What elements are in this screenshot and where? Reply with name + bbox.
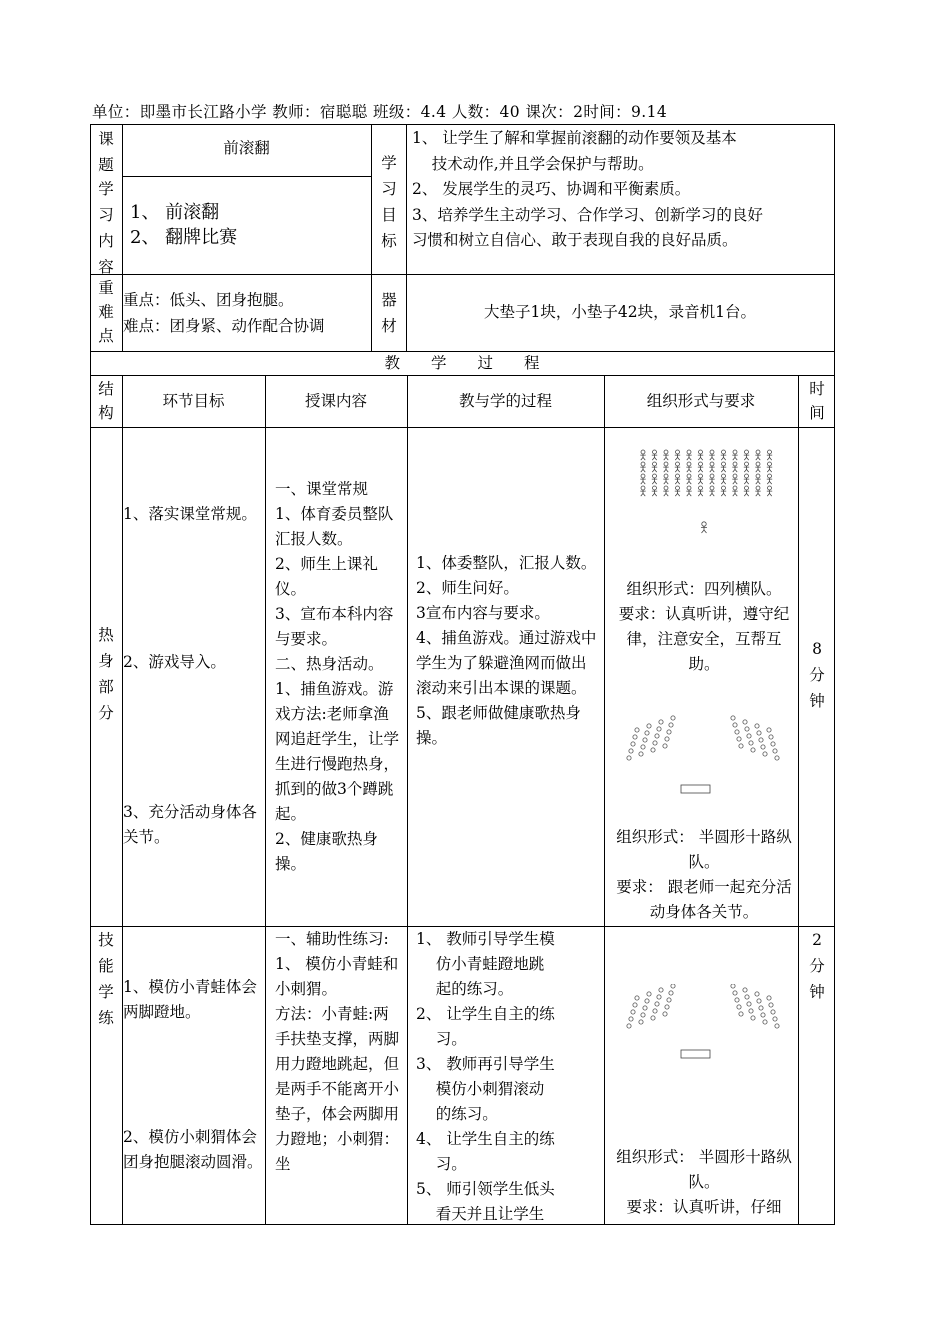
- student-dot: [653, 1009, 657, 1013]
- student-figure: [721, 454, 726, 460]
- col-header-goal: 环节目标: [162, 392, 225, 410]
- student-figure: [732, 490, 737, 496]
- student-figure: [676, 486, 680, 490]
- student-figure: [767, 478, 772, 484]
- student-dot: [755, 992, 759, 996]
- student-dot: [733, 723, 737, 727]
- student-figure: [686, 478, 691, 484]
- student-figure: [756, 462, 760, 466]
- student-dot: [645, 999, 649, 1003]
- student-dot: [671, 716, 675, 720]
- topic-label: 课题: [98, 130, 114, 174]
- student-dot: [767, 728, 771, 732]
- student-figure: [640, 466, 645, 472]
- learning-goals: 1、 让学生了解和掌握前滚翻的动作要领及基本 技术动作,并且学会保护与帮助。 2、 发展学生的灵巧、协调和平衡素质。 3、培养学生主动学习、合作学习、创新学习的良好 习惯和树立自信心、敢于表现自我的良好品质。: [412, 129, 763, 249]
- student-dot: [647, 724, 651, 728]
- student-dot: [631, 742, 635, 746]
- student-figure: [640, 490, 645, 496]
- student-dot: [669, 723, 673, 727]
- table-border: [407, 375, 408, 1224]
- keypoints: 重点：低头、团身抱腿。 难点：团身紧、动作配合协调: [123, 291, 325, 335]
- student-dot: [629, 749, 633, 753]
- student-dot: [761, 745, 765, 749]
- student-figure: [733, 450, 737, 454]
- section-org: 组织形式：四列横队。 要求：认真听讲，遵守纪律，注意安全，互帮互助。: [618, 580, 790, 673]
- student-figure: [686, 490, 691, 496]
- student-figure: [676, 450, 680, 454]
- student-figure: [744, 454, 749, 460]
- student-figure: [653, 474, 657, 478]
- col-header-process: 教与学的过程: [458, 392, 552, 410]
- student-dot: [663, 1012, 667, 1016]
- equipment-label: 器材: [381, 291, 397, 335]
- student-dot: [671, 984, 675, 988]
- student-figure: [745, 450, 749, 454]
- student-dot: [775, 756, 779, 760]
- student-dot: [745, 995, 749, 999]
- content-item-1: 1、 前滚翻: [130, 202, 220, 223]
- student-dot: [669, 991, 673, 995]
- student-figure: [699, 474, 703, 478]
- student-dot: [633, 735, 637, 739]
- section-content: 一、辅助性练习: 1、 模仿小青蛙和小刺猬。 方法：小青蛙:两手扶垫支撑，两脚用力蹬地跳起，但是两手不能离开小垫子，体会两脚用力蹬地；小刺猬：坐: [275, 930, 400, 1173]
- student-figure: [652, 454, 657, 460]
- mat-rect: [681, 1050, 710, 1058]
- student-figure: [652, 466, 657, 472]
- student-figure: [641, 486, 645, 490]
- student-figure: [755, 478, 760, 484]
- student-dot: [763, 752, 767, 756]
- student-figure: [733, 474, 737, 478]
- student-dot: [653, 741, 657, 745]
- student-dot: [743, 988, 747, 992]
- student-dot: [633, 1003, 637, 1007]
- process-title: 教 学 过 程: [384, 354, 540, 372]
- student-figure: [698, 490, 703, 496]
- student-figure: [698, 478, 703, 484]
- student-figure: [756, 450, 760, 454]
- student-figure: [664, 462, 668, 466]
- section-org: 组织形式： 半圆形十路纵队。 要求：认真听讲，仔细: [616, 1148, 792, 1216]
- student-dot: [631, 1010, 635, 1014]
- student-figure: [767, 466, 772, 472]
- student-dot: [739, 744, 743, 748]
- section-structure: 热身部分: [98, 626, 114, 722]
- student-dot: [655, 1002, 659, 1006]
- student-figure: [709, 466, 714, 472]
- table-border: [406, 124, 407, 351]
- table-border: [371, 124, 372, 351]
- student-dot: [651, 1016, 655, 1020]
- student-figure: [710, 474, 714, 478]
- student-figure: [676, 462, 680, 466]
- student-figure: [755, 466, 760, 472]
- student-dot: [667, 998, 671, 1002]
- student-figure: [744, 490, 749, 496]
- student-dot: [629, 1017, 633, 1021]
- student-dot: [747, 1002, 751, 1006]
- student-figure: [768, 450, 772, 454]
- student-figure: [768, 462, 772, 466]
- student-figure: [732, 466, 737, 472]
- student-figure: [663, 454, 668, 460]
- student-dot: [639, 752, 643, 756]
- student-figure: [664, 450, 668, 454]
- student-figure: [721, 466, 726, 472]
- student-figure: [732, 478, 737, 484]
- student-figure: [641, 450, 645, 454]
- section-time: 2分钟: [809, 931, 825, 1001]
- student-figure: [709, 454, 714, 460]
- table-border: [90, 427, 835, 428]
- student-figure: [722, 474, 726, 478]
- student-figure: [675, 478, 680, 484]
- student-figure: [702, 522, 706, 526]
- col-header-content: 授课内容: [304, 392, 367, 410]
- student-figure: [640, 454, 645, 460]
- student-dot: [747, 734, 751, 738]
- student-figure: [755, 490, 760, 496]
- student-dot: [763, 1020, 767, 1024]
- header-info: 单位：即墨市长江路小学 教师：宿聪聪 班级：4.4 人数：40 课次：2时间：9.14: [92, 103, 668, 121]
- student-dot: [739, 1012, 743, 1016]
- student-figure: [767, 490, 772, 496]
- student-dot: [635, 996, 639, 1000]
- table-border: [604, 375, 605, 1224]
- section-process: 1、 教师引导学生模 仿小青蛙蹬地跳 起的练习。 2、 让学生自主的练 习。 3、 教师再引导学生 模仿小刺猬滚动 的练习。 4、 让学生自主的练 习。 5、 师引领学生低头 看天并且让学生: [416, 930, 555, 1223]
- student-dot: [667, 730, 671, 734]
- student-dot: [643, 738, 647, 742]
- student-figure: [664, 474, 668, 478]
- student-dot: [735, 730, 739, 734]
- student-dot: [755, 724, 759, 728]
- student-dot: [655, 734, 659, 738]
- student-dot: [659, 720, 663, 724]
- student-dot: [771, 1010, 775, 1014]
- student-figure: [699, 462, 703, 466]
- student-dot: [659, 988, 663, 992]
- section-goal: 1、落实课堂常规。: [123, 505, 257, 523]
- student-dot: [749, 1009, 753, 1013]
- student-dot: [737, 737, 741, 741]
- student-dot: [759, 738, 763, 742]
- student-figure: [687, 486, 691, 490]
- student-dot: [745, 727, 749, 731]
- section-org: 组织形式： 半圆形十路纵队。 要求： 跟老师一起充分活动身体各关节。: [616, 828, 792, 921]
- student-figure: [744, 466, 749, 472]
- student-dot: [665, 1005, 669, 1009]
- student-dot: [775, 1024, 779, 1028]
- student-dot: [665, 737, 669, 741]
- student-dot: [643, 1006, 647, 1010]
- section-goal: 2、游戏导入。: [123, 653, 226, 671]
- student-figure: [663, 490, 668, 496]
- student-dot: [641, 1013, 645, 1017]
- student-figure: [653, 462, 657, 466]
- student-figure: [698, 454, 703, 460]
- student-figure: [675, 490, 680, 496]
- semicircle-formation-diagram: [613, 984, 793, 1074]
- col-header-structure: 结构: [98, 380, 114, 422]
- student-figure: [710, 462, 714, 466]
- student-figure: [652, 478, 657, 484]
- student-dot: [773, 1017, 777, 1021]
- student-figure: [722, 486, 726, 490]
- student-dot: [733, 991, 737, 995]
- student-dot: [773, 749, 777, 753]
- student-dot: [767, 996, 771, 1000]
- student-dot: [731, 716, 735, 720]
- student-dot: [731, 984, 735, 988]
- keypoint-label: 重难点: [98, 279, 114, 345]
- section-structure: 技能学练: [98, 931, 114, 1027]
- table-border: [265, 375, 266, 1224]
- student-figure: [710, 450, 714, 454]
- student-dot: [657, 995, 661, 999]
- topic-value: 前滚翻: [223, 139, 270, 157]
- student-figure: [733, 486, 737, 490]
- student-figure: [675, 466, 680, 472]
- student-figure: [768, 474, 772, 478]
- student-dot: [757, 731, 761, 735]
- student-dot: [737, 1005, 741, 1009]
- student-dot: [651, 748, 655, 752]
- section-process: 1、体委整队，汇报人数。 2、师生问好。 3宣布内容与要求。 4、捕鱼游戏。通过游戏中学生为了躲避渔网而做出滚动来引出本课的课题。 5、跟老师做健康歌热身操。: [416, 554, 597, 747]
- student-figure: [686, 466, 691, 472]
- student-figure: [687, 474, 691, 478]
- table-border: [90, 274, 835, 275]
- student-dot: [761, 1013, 765, 1017]
- section-goal: 1、模仿小青蛙体会两脚蹬地。: [123, 978, 257, 1021]
- student-figure: [768, 486, 772, 490]
- student-figure: [663, 466, 668, 472]
- student-figure: [755, 454, 760, 460]
- student-dot: [645, 731, 649, 735]
- student-figure: [710, 486, 714, 490]
- student-dot: [769, 1003, 773, 1007]
- student-figure: [687, 462, 691, 466]
- student-figure: [676, 474, 680, 478]
- student-dot: [771, 742, 775, 746]
- student-figure: [744, 478, 749, 484]
- student-figure: [709, 490, 714, 496]
- student-figure: [686, 454, 691, 460]
- student-dot: [751, 748, 755, 752]
- equipment: 大垫子1块，小垫子42块，录音机1台。: [484, 303, 756, 321]
- student-figure: [699, 486, 703, 490]
- table-border: [834, 124, 835, 1224]
- student-figure: [721, 490, 726, 496]
- table-border: [122, 176, 371, 177]
- table-border: [798, 375, 799, 1224]
- table-border: [90, 1224, 835, 1225]
- student-dot: [759, 1006, 763, 1010]
- content-list: [130, 200, 368, 260]
- table-border: [90, 124, 835, 125]
- student-figure: [701, 526, 707, 533]
- student-figure: [663, 478, 668, 484]
- student-dot: [627, 756, 631, 760]
- semicircle-formation-diagram: [613, 712, 793, 802]
- formation-rows-diagram: [637, 446, 777, 538]
- student-figure: [767, 454, 772, 460]
- student-dot: [769, 735, 773, 739]
- student-figure: [732, 454, 737, 460]
- student-dot: [749, 741, 753, 745]
- student-dot: [627, 1024, 631, 1028]
- student-dot: [751, 1016, 755, 1020]
- student-dot: [663, 744, 667, 748]
- student-figure: [698, 466, 703, 472]
- student-figure: [653, 450, 657, 454]
- table-border: [90, 375, 835, 376]
- section-goal: 2、模仿小刺猬体会团身抱腿滚动圆滑。: [123, 1128, 263, 1171]
- student-dot: [743, 720, 747, 724]
- student-figure: [699, 450, 703, 454]
- content-item-2: 2、 翻牌比赛: [130, 227, 238, 248]
- student-figure: [721, 478, 726, 484]
- student-figure: [733, 462, 737, 466]
- student-figure: [653, 486, 657, 490]
- goal-label: 学习目标: [381, 154, 397, 250]
- student-figure: [722, 450, 726, 454]
- student-figure: [709, 478, 714, 484]
- col-header-time: 时间: [809, 380, 825, 422]
- content-label: 学习内容: [98, 180, 114, 274]
- student-dot: [657, 727, 661, 731]
- student-dot: [641, 745, 645, 749]
- mat-rect: [681, 785, 710, 793]
- student-figure: [745, 462, 749, 466]
- student-figure: [687, 450, 691, 454]
- student-dot: [639, 1020, 643, 1024]
- table-border: [90, 124, 91, 1224]
- section-content: 一、课堂常规 1、体育委员整队汇报人数。 2、师生上课礼仪。 3、宣布本科内容与要求。 二、热身活动。1、捕鱼游戏。游戏方法:老师拿渔网追赶学生，让学生进行慢跑热身，抓到的做3个蹲跳起。 2、健康歌热身操。: [275, 480, 400, 873]
- section-time: 8分钟: [809, 640, 825, 710]
- student-figure: [652, 490, 657, 496]
- section-goal: 3、充分活动身体各关节。: [123, 803, 257, 846]
- student-figure: [641, 474, 645, 478]
- student-figure: [640, 478, 645, 484]
- student-figure: [664, 486, 668, 490]
- student-dot: [635, 728, 639, 732]
- student-figure: [745, 474, 749, 478]
- student-figure: [745, 486, 749, 490]
- col-header-org: 组织形式与要求: [646, 392, 756, 410]
- student-figure: [756, 486, 760, 490]
- student-figure: [641, 462, 645, 466]
- student-figure: [722, 462, 726, 466]
- student-dot: [757, 999, 761, 1003]
- student-dot: [735, 998, 739, 1002]
- student-figure: [756, 474, 760, 478]
- student-dot: [647, 992, 651, 996]
- student-figure: [675, 454, 680, 460]
